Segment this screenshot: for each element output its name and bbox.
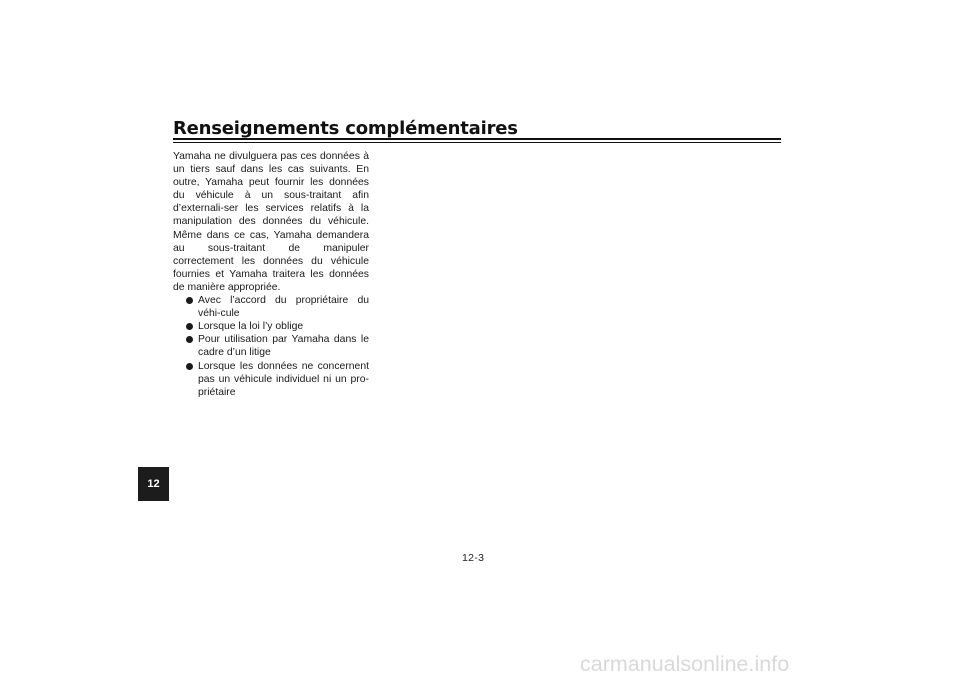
list-item-text: Lorsque les données ne concernent pas un véhicule individuel ni un pro-priétaire (198, 360, 369, 398)
page-title: Renseignements complémentaires (173, 118, 518, 139)
list-item-text: Lorsque la loi l’y oblige (198, 321, 304, 333)
list-item (173, 360, 369, 399)
list-item (173, 333, 369, 359)
list-item-text: Avec l’accord du propriétaire du véhi-cule (198, 295, 369, 320)
body-paragraph: Yamaha ne divulguera pas ces données à un tiers sauf dans les cas suivants. En outre, Yamaha peut fournir les données du véhicule à un sous-traitant afin d’externali-ser les services relatifs à la manipulation des données du véhicule. Même dans ce cas, Yamaha demandera au sous-traitant de manipuler correctement les données du véhicule fournies et Yamaha traitera les données de manière appropriée. (173, 151, 369, 293)
watermark: carmanualsonline.info (580, 652, 790, 676)
bullet-icon (186, 336, 193, 343)
bullet-icon (186, 323, 193, 330)
chapter-tab: 12 (138, 467, 169, 501)
list-item (173, 320, 369, 333)
bullet-icon (186, 297, 193, 304)
title-rule (173, 138, 781, 140)
bullet-list (173, 294, 369, 399)
title-rule-thin (173, 142, 781, 143)
bullet-icon (186, 363, 193, 370)
list-item (173, 294, 369, 320)
main-content (173, 150, 369, 399)
list-item-text: Pour utilisation par Yamaha dans le cadre d’un litige (198, 334, 369, 359)
page-number: 12-3 (462, 552, 485, 564)
